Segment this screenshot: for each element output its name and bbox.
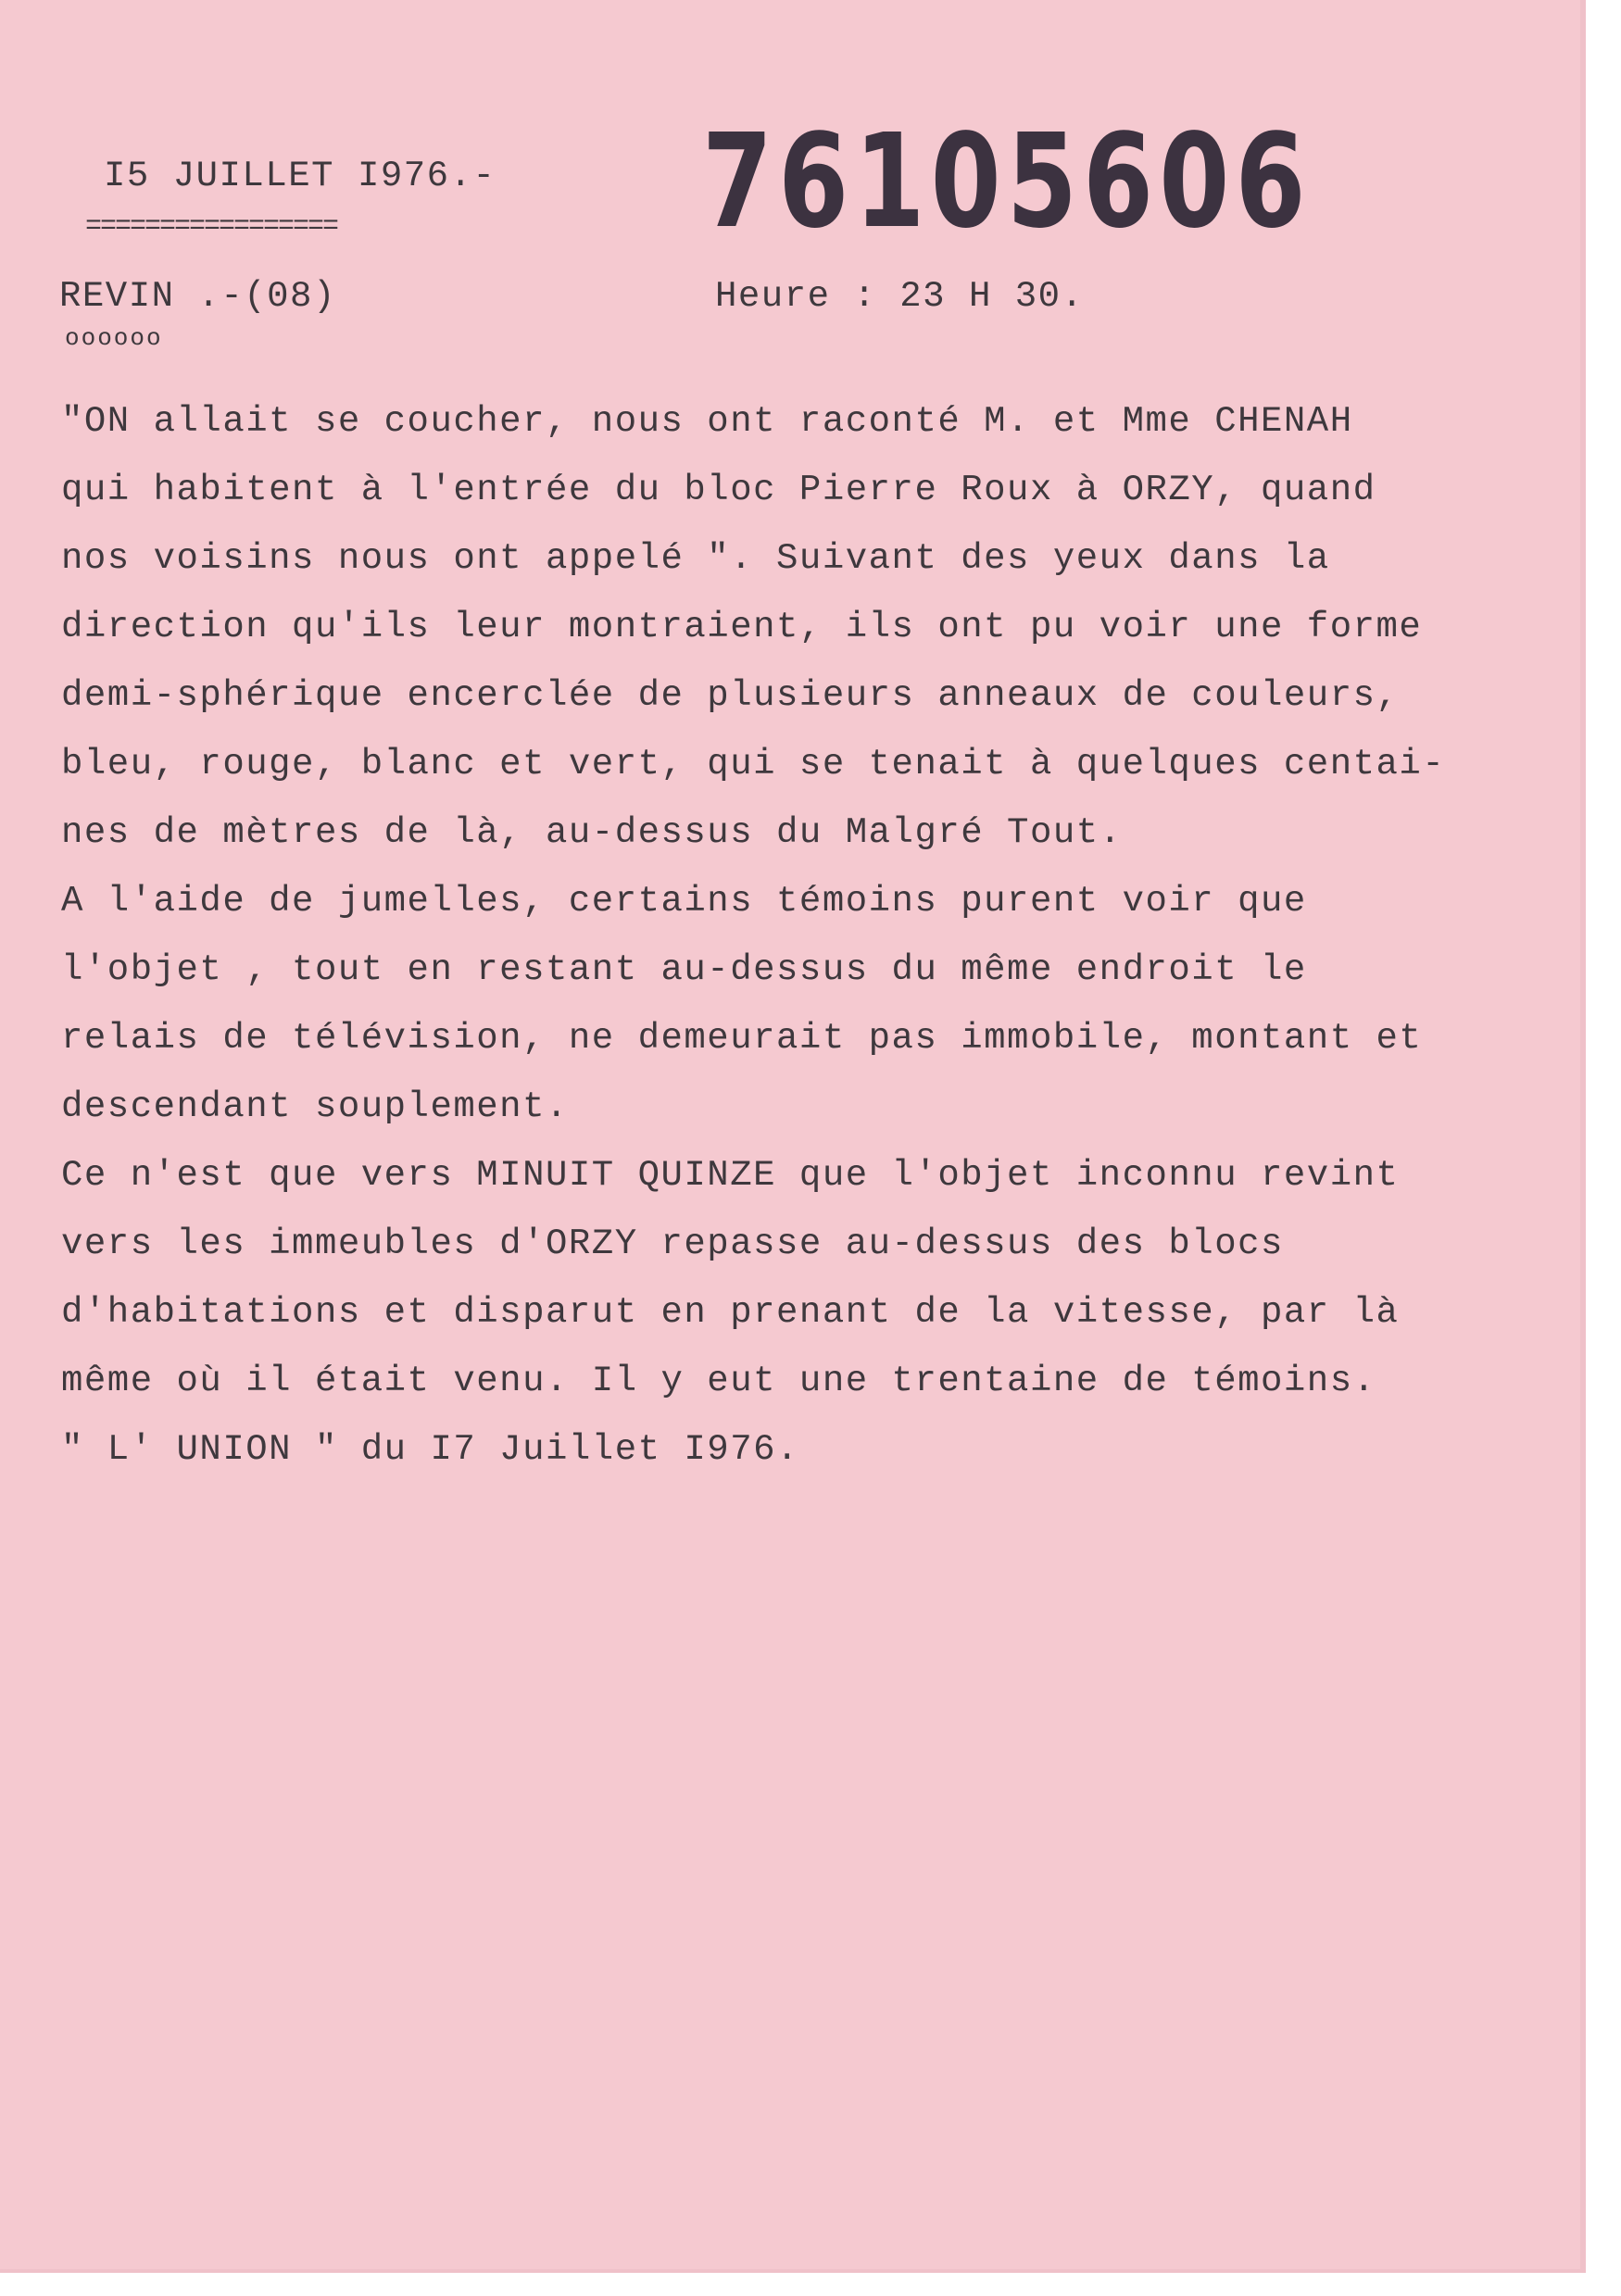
- body-line: direction qu'ils leur montraient, ils ont pu voir une forme: [61, 607, 1423, 647]
- body-line: d'habitations et disparut en prenant de la vitesse, par là: [61, 1292, 1400, 1333]
- body-line: qui habitent à l'entrée du bloc Pierre Roux à ORZY, quand: [61, 470, 1376, 510]
- body-line: Ce n'est que vers MINUIT QUINZE que l'objet inconnu revint: [61, 1155, 1400, 1196]
- body-line: descendant souplement.: [61, 1086, 569, 1127]
- body-line: vers les immeubles d'ORZY repasse au-dessus des blocs: [61, 1223, 1284, 1264]
- body-line: nes de mètres de là, au-dessus du Malgré Tout.: [61, 812, 1123, 853]
- date-underline: =================: [85, 211, 338, 243]
- body-line: nos voisins nous ont appelé ". Suivant des yeux dans la: [61, 538, 1330, 579]
- source-citation: " L' UNION " du I7 Juillet I976.: [61, 1429, 799, 1470]
- location-heading: REVIN .-(08): [59, 276, 336, 317]
- event-time: Heure : 23 H 30.: [715, 276, 1085, 317]
- body-line: demi-sphérique encerclée de plusieurs anneaux de couleurs,: [61, 675, 1400, 716]
- body-line: même où il était venu. Il y eut une trentaine de témoins.: [61, 1361, 1376, 1401]
- body-line: "ON allait se coucher, nous ont raconté M. et Mme CHENAH: [61, 401, 1353, 442]
- location-underline: oooooo: [65, 324, 163, 352]
- document-date: I5 JUILLET I976.-: [104, 156, 496, 196]
- reference-number-stamp: 76105606: [702, 107, 1312, 257]
- body-line: relais de télévision, ne demeurait pas immobile, montant et: [61, 1018, 1423, 1059]
- body-line: A l'aide de jumelles, certains témoins purent voir que: [61, 881, 1307, 922]
- body-line: l'objet , tout en restant au-dessus du même endroit le: [61, 949, 1307, 990]
- report-body: [61, 387, 1445, 1484]
- body-line: bleu, rouge, blanc et vert, qui se tenait à quelques centai-: [61, 744, 1446, 784]
